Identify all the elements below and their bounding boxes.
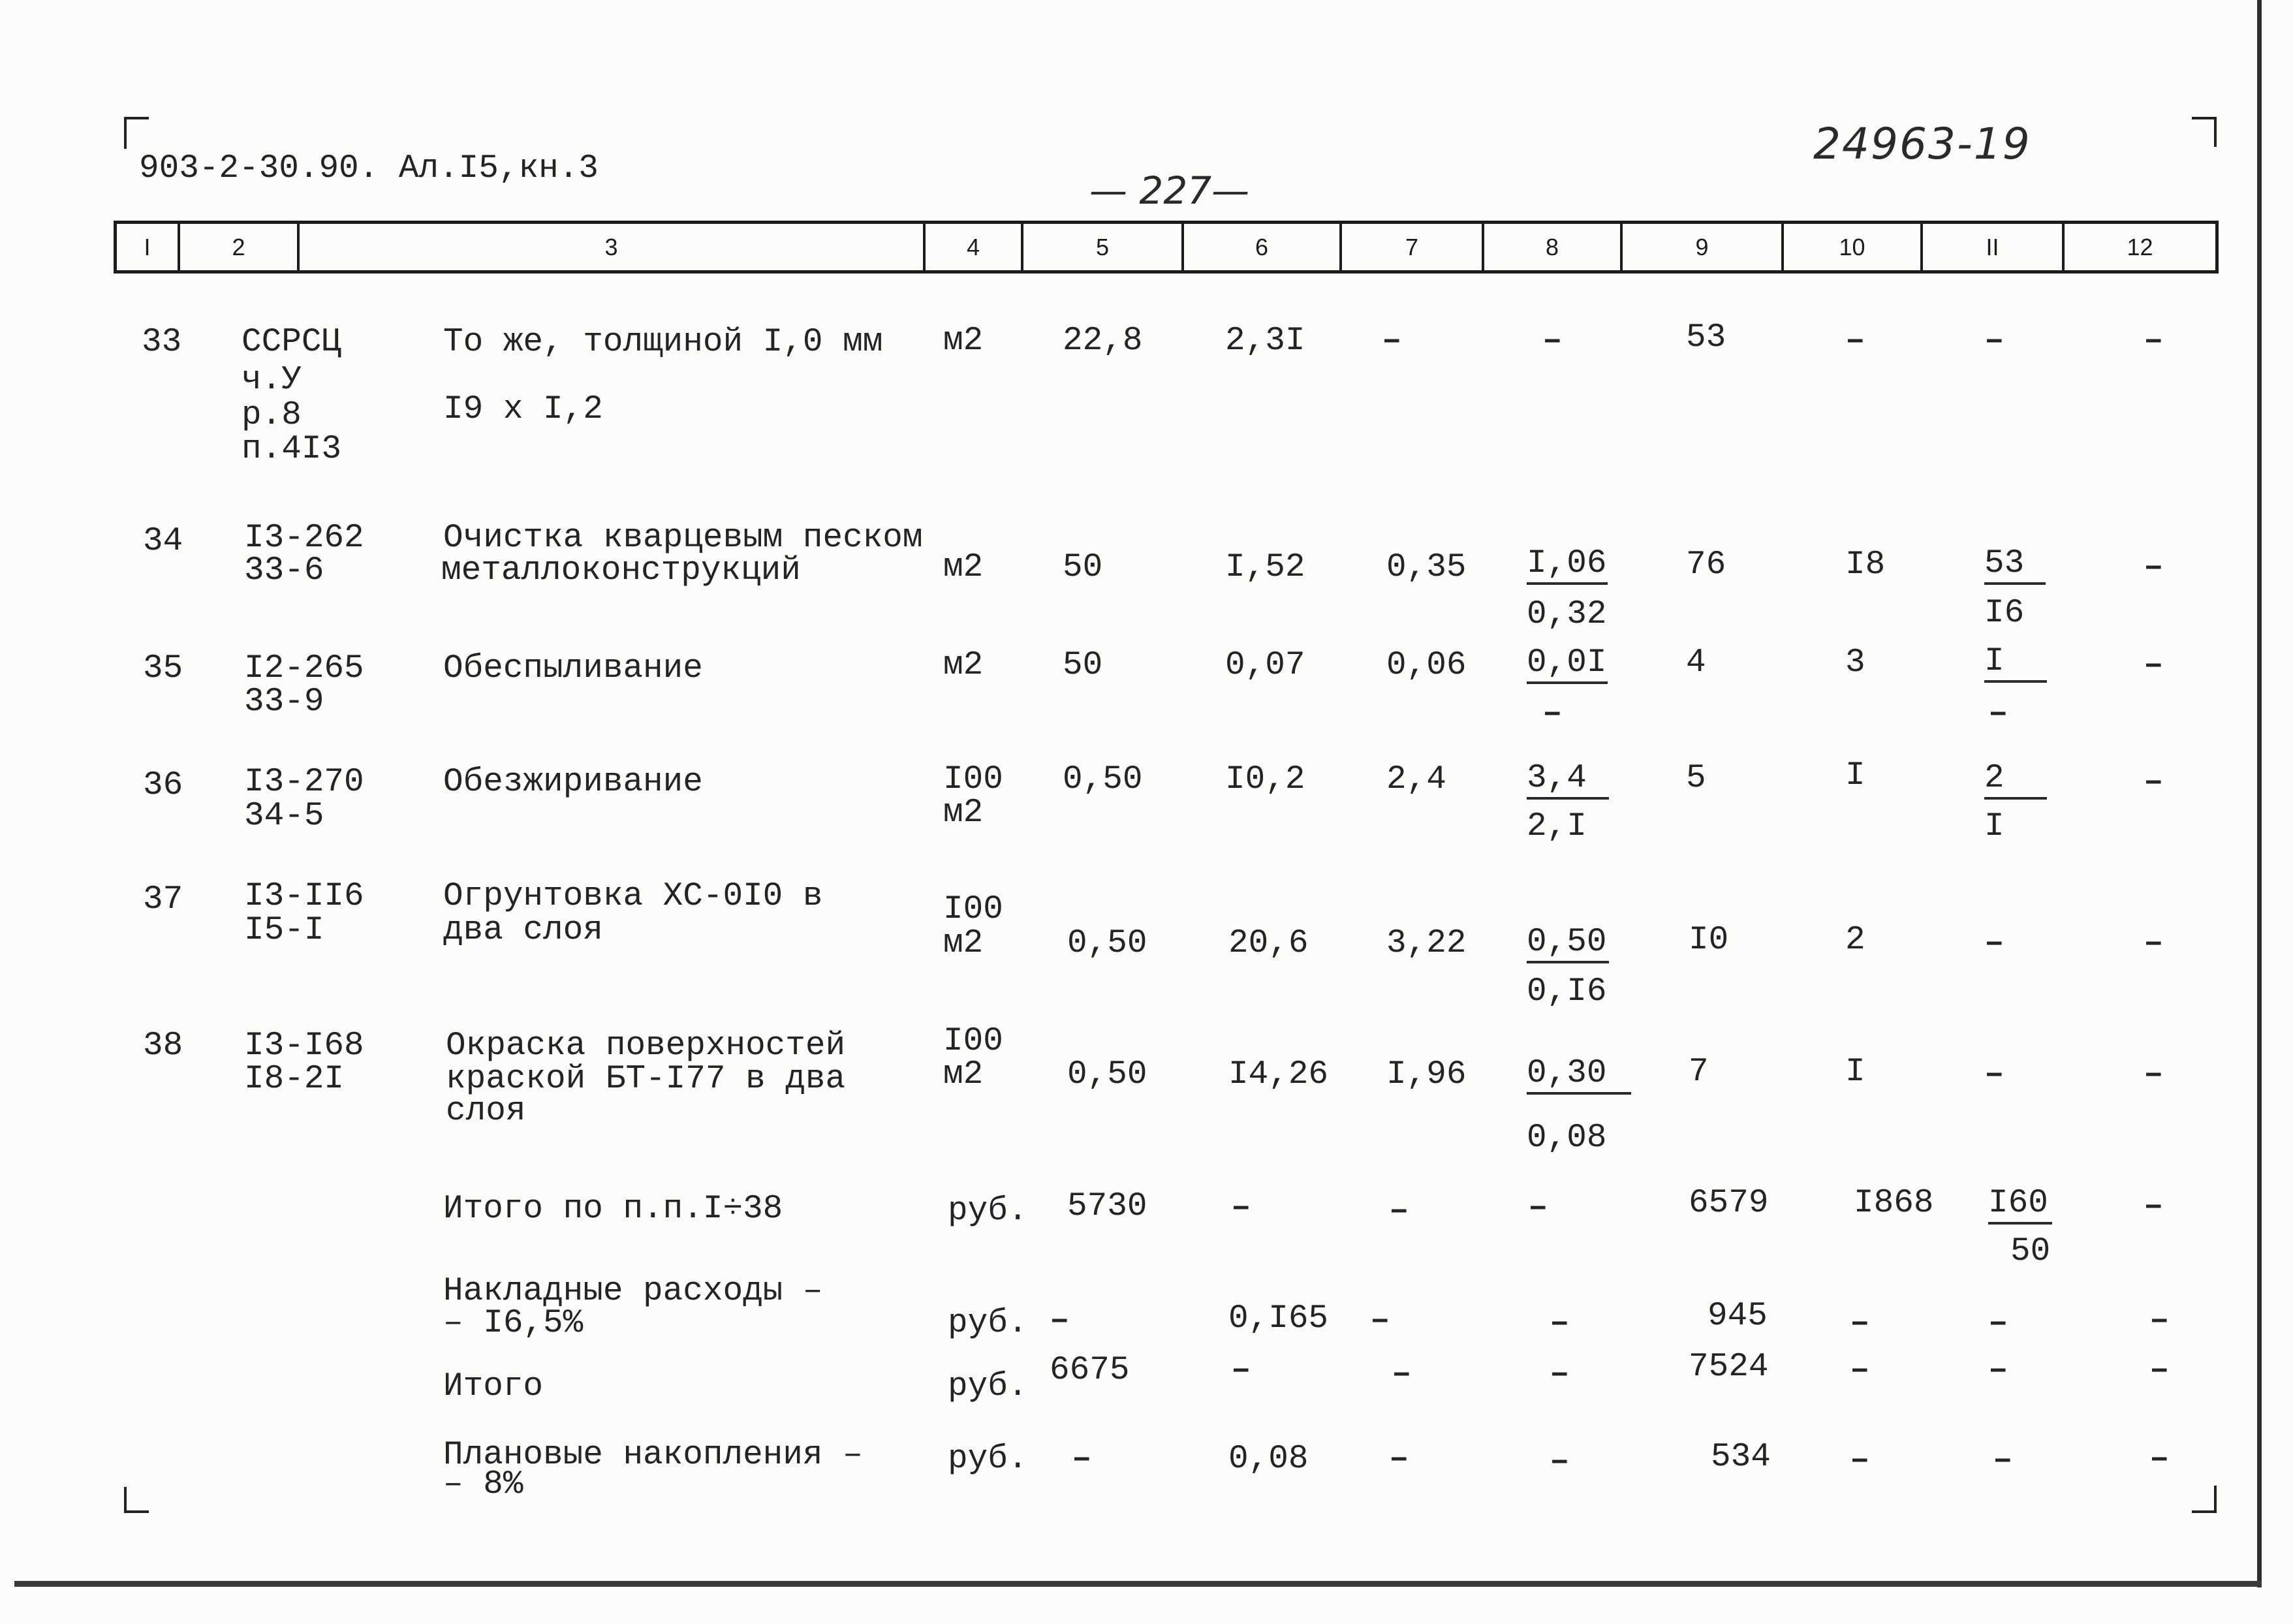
unit: I00 xyxy=(943,761,1003,798)
total-label: Накладные расходы – xyxy=(443,1273,823,1310)
col8-value: – xyxy=(1550,1443,1570,1480)
column-number-cell: 5 xyxy=(1023,224,1184,270)
unit: руб. xyxy=(948,1368,1028,1405)
col10-value: 3 xyxy=(1845,644,1865,681)
col5-value: 22,8 xyxy=(1063,322,1143,360)
col12-value: – xyxy=(2149,1352,2170,1389)
col8-denominator: – xyxy=(1542,695,1563,732)
col6-value: 20,6 xyxy=(1228,925,1309,962)
scan-edge-right xyxy=(2257,0,2262,1587)
unit: м2 xyxy=(943,925,984,962)
col11-numerator: 53 xyxy=(1984,547,2046,585)
work-name: Обезжиривание xyxy=(443,764,703,801)
total-label: – 8% xyxy=(443,1466,523,1503)
col7-value: 0,35 xyxy=(1386,549,1467,586)
column-number-cell: II xyxy=(1923,224,2065,270)
page-number: — 227— xyxy=(1089,168,1250,213)
row-number: 36 xyxy=(143,767,183,804)
col9-value: 7524 xyxy=(1689,1349,1769,1386)
col7-value: – xyxy=(1370,1302,1390,1339)
col10-value: – xyxy=(1845,322,1865,360)
col8-value: – xyxy=(1550,1356,1570,1393)
col11-value: – xyxy=(1988,1305,2008,1342)
col6-value: 0,08 xyxy=(1228,1441,1309,1478)
col12-value: – xyxy=(2144,549,2164,586)
rate-code: I8-2I xyxy=(244,1061,345,1098)
col7-value: 3,22 xyxy=(1386,925,1467,962)
work-name: I9 х I,2 xyxy=(443,391,603,428)
rate-code: I3-I68 xyxy=(244,1027,364,1065)
col5-value: – xyxy=(1072,1441,1092,1478)
work-name: слоя xyxy=(446,1093,526,1130)
work-name: То же, толщиной I,0 мм xyxy=(443,324,883,361)
col9-value: 6579 xyxy=(1689,1185,1769,1222)
col10-value: I868 xyxy=(1854,1185,1934,1222)
col9-value: 7 xyxy=(1689,1054,1709,1091)
col8-numerator: 0,50 xyxy=(1527,926,1609,963)
unit: руб. xyxy=(948,1441,1028,1478)
row-number: 37 xyxy=(143,881,183,918)
col8-denominator: 0,I6 xyxy=(1527,973,1607,1010)
col9-value: 5 xyxy=(1686,760,1706,797)
col10-value: I8 xyxy=(1845,546,1886,584)
col10-value: – xyxy=(1850,1352,1870,1389)
col6-value: 0,07 xyxy=(1225,647,1305,684)
work-name: Обеспыливание xyxy=(443,650,703,687)
col5-value: 50 xyxy=(1063,647,1103,684)
col9-value: 4 xyxy=(1686,644,1706,681)
col11-value: – xyxy=(1984,322,2004,360)
column-number-header xyxy=(117,224,2215,270)
col7-value: 2,4 xyxy=(1386,761,1446,798)
rate-code: I3-270 xyxy=(244,764,364,801)
col12-value: – xyxy=(2144,322,2164,360)
col7-value: – xyxy=(1382,322,1402,360)
row-number: 33 xyxy=(142,324,182,361)
col11-value: – xyxy=(1984,1056,2004,1093)
col10-value: I xyxy=(1845,757,1865,794)
unit: I00 xyxy=(943,891,1003,928)
col5-value: 5730 xyxy=(1067,1188,1147,1225)
col8-denominator: 0,08 xyxy=(1527,1119,1607,1157)
col12-value: – xyxy=(2144,925,2164,962)
row-number: 38 xyxy=(143,1027,183,1065)
col7-value: – xyxy=(1389,1441,1409,1478)
col8-numerator: I,06 xyxy=(1527,547,1608,585)
total-label: Плановые накопления – xyxy=(443,1437,863,1474)
corner-mark-bottom-right xyxy=(2192,1486,2217,1513)
col6-value: I4,26 xyxy=(1228,1056,1329,1093)
col5-value: 0,50 xyxy=(1067,925,1147,962)
col9-value: 53 xyxy=(1686,319,1726,356)
col6-value: – xyxy=(1231,1189,1251,1226)
col10-value: – xyxy=(1850,1305,1870,1342)
col8-denominator: 2,I xyxy=(1527,808,1587,845)
column-number-cell: 4 xyxy=(926,224,1023,270)
col10-value: 2 xyxy=(1845,922,1865,959)
col6-value: – xyxy=(1231,1352,1251,1389)
col5-value: 0,50 xyxy=(1067,1056,1147,1093)
col8-value: – xyxy=(1528,1189,1548,1226)
col7-value: 0,06 xyxy=(1386,647,1467,684)
col6-value: I0,2 xyxy=(1225,761,1305,798)
col12-value: – xyxy=(2144,1188,2164,1225)
column-number-cell: I xyxy=(117,224,180,270)
col9-value: 534 xyxy=(1711,1439,1771,1476)
col5-value: 0,50 xyxy=(1063,761,1143,798)
col9-value: 945 xyxy=(1708,1298,1768,1335)
col7-value: – xyxy=(1389,1193,1409,1230)
col11-denominator: I xyxy=(1984,808,2004,845)
col11-numerator: 2 xyxy=(1984,762,2047,800)
col8-numerator: 0,0I xyxy=(1527,646,1608,684)
document-code: 903-2-30.90. Ал.I5,кн.3 xyxy=(139,150,599,187)
unit: руб. xyxy=(948,1193,1028,1230)
unit: м2 xyxy=(943,794,984,832)
col8-value: – xyxy=(1550,1305,1570,1342)
column-number-cell: 9 xyxy=(1623,224,1784,270)
work-name: два слоя xyxy=(443,912,603,949)
unit: м2 xyxy=(943,647,984,684)
total-label: Итого xyxy=(443,1368,544,1405)
rate-code: 33-6 xyxy=(244,552,324,589)
col11-value: – xyxy=(1984,925,2004,962)
unit: м2 xyxy=(943,322,984,360)
col11-denominator: I6 xyxy=(1984,595,2025,632)
col9-value: I0 xyxy=(1689,922,1729,959)
rate-code: I2-265 xyxy=(244,650,364,687)
work-name: Огрунтовка ХС-0I0 в xyxy=(443,878,823,915)
col12-value: – xyxy=(2144,764,2164,801)
col5-value: 6675 xyxy=(1050,1352,1130,1389)
col11-value: – xyxy=(1993,1442,2013,1479)
rate-code: 34-5 xyxy=(244,798,324,835)
rate-code: ч.У xyxy=(242,362,302,399)
work-name: краской БТ-I77 в два xyxy=(446,1061,846,1098)
col12-value: – xyxy=(2149,1441,2170,1478)
column-number-cell: 6 xyxy=(1184,224,1342,270)
rate-code: р.8 xyxy=(242,397,302,434)
column-number-cell: 7 xyxy=(1342,224,1484,270)
work-name: Окраска поверхностей xyxy=(446,1027,846,1065)
col11-value: – xyxy=(1988,1352,2008,1389)
column-number-cell: 10 xyxy=(1784,224,1923,270)
corner-mark-top-left xyxy=(124,117,149,149)
col11-numerator: I60 xyxy=(1988,1187,2052,1225)
col12-value: – xyxy=(2144,647,2164,684)
corner-mark-top-right xyxy=(2192,117,2217,147)
rate-code: I3-262 xyxy=(244,520,364,557)
row-number: 35 xyxy=(143,650,183,687)
rate-code: ССРСЦ xyxy=(242,324,342,361)
col12-value: – xyxy=(2144,1056,2164,1093)
unit: I00 xyxy=(943,1023,1003,1060)
col8-value: – xyxy=(1542,322,1563,360)
col5-value: – xyxy=(1050,1302,1070,1339)
rate-code: I5-I xyxy=(244,912,324,949)
rate-code: I3-II6 xyxy=(244,878,364,915)
column-number-cell: 3 xyxy=(300,224,926,270)
row-number: 34 xyxy=(143,523,183,560)
unit: руб. xyxy=(948,1305,1028,1342)
col10-value: – xyxy=(1850,1442,1870,1479)
col5-value: 50 xyxy=(1063,549,1103,586)
rate-code: 33-9 xyxy=(244,683,324,721)
column-number-cell: 12 xyxy=(2127,234,2153,260)
col9-value: 76 xyxy=(1686,546,1726,584)
archive-number: 24963-19 xyxy=(1813,119,2031,169)
column-number-cell: 2 xyxy=(180,224,300,270)
unit: м2 xyxy=(943,549,984,586)
total-label: Итого по п.п.I÷38 xyxy=(443,1191,783,1228)
col6-value: 2,3I xyxy=(1225,322,1305,360)
col8-denominator: 0,32 xyxy=(1527,596,1607,633)
col8-numerator: 3,4 xyxy=(1527,762,1609,800)
col11-numerator: I xyxy=(1984,645,2047,683)
col11-denominator: 50 xyxy=(2010,1233,2051,1270)
column-number-cell: 8 xyxy=(1484,224,1623,270)
work-name: металлоконструкций xyxy=(441,552,801,589)
unit: м2 xyxy=(943,1056,984,1093)
scan-edge-bottom xyxy=(14,1581,2262,1587)
col7-value: I,96 xyxy=(1386,1056,1467,1093)
col6-value: I,52 xyxy=(1225,549,1305,586)
col7-value: – xyxy=(1392,1356,1412,1393)
work-name: Очистка кварцевым песком xyxy=(443,520,923,557)
col12-value: – xyxy=(2149,1302,2170,1339)
corner-mark-bottom-left xyxy=(124,1487,149,1513)
col11-denominator: – xyxy=(1988,695,2008,732)
total-label: – I6,5% xyxy=(443,1305,584,1342)
rate-code: п.4I3 xyxy=(242,431,342,468)
col8-numerator: 0,30 xyxy=(1527,1057,1631,1095)
col6-value: 0,I65 xyxy=(1228,1300,1329,1337)
col10-value: I xyxy=(1845,1054,1865,1091)
